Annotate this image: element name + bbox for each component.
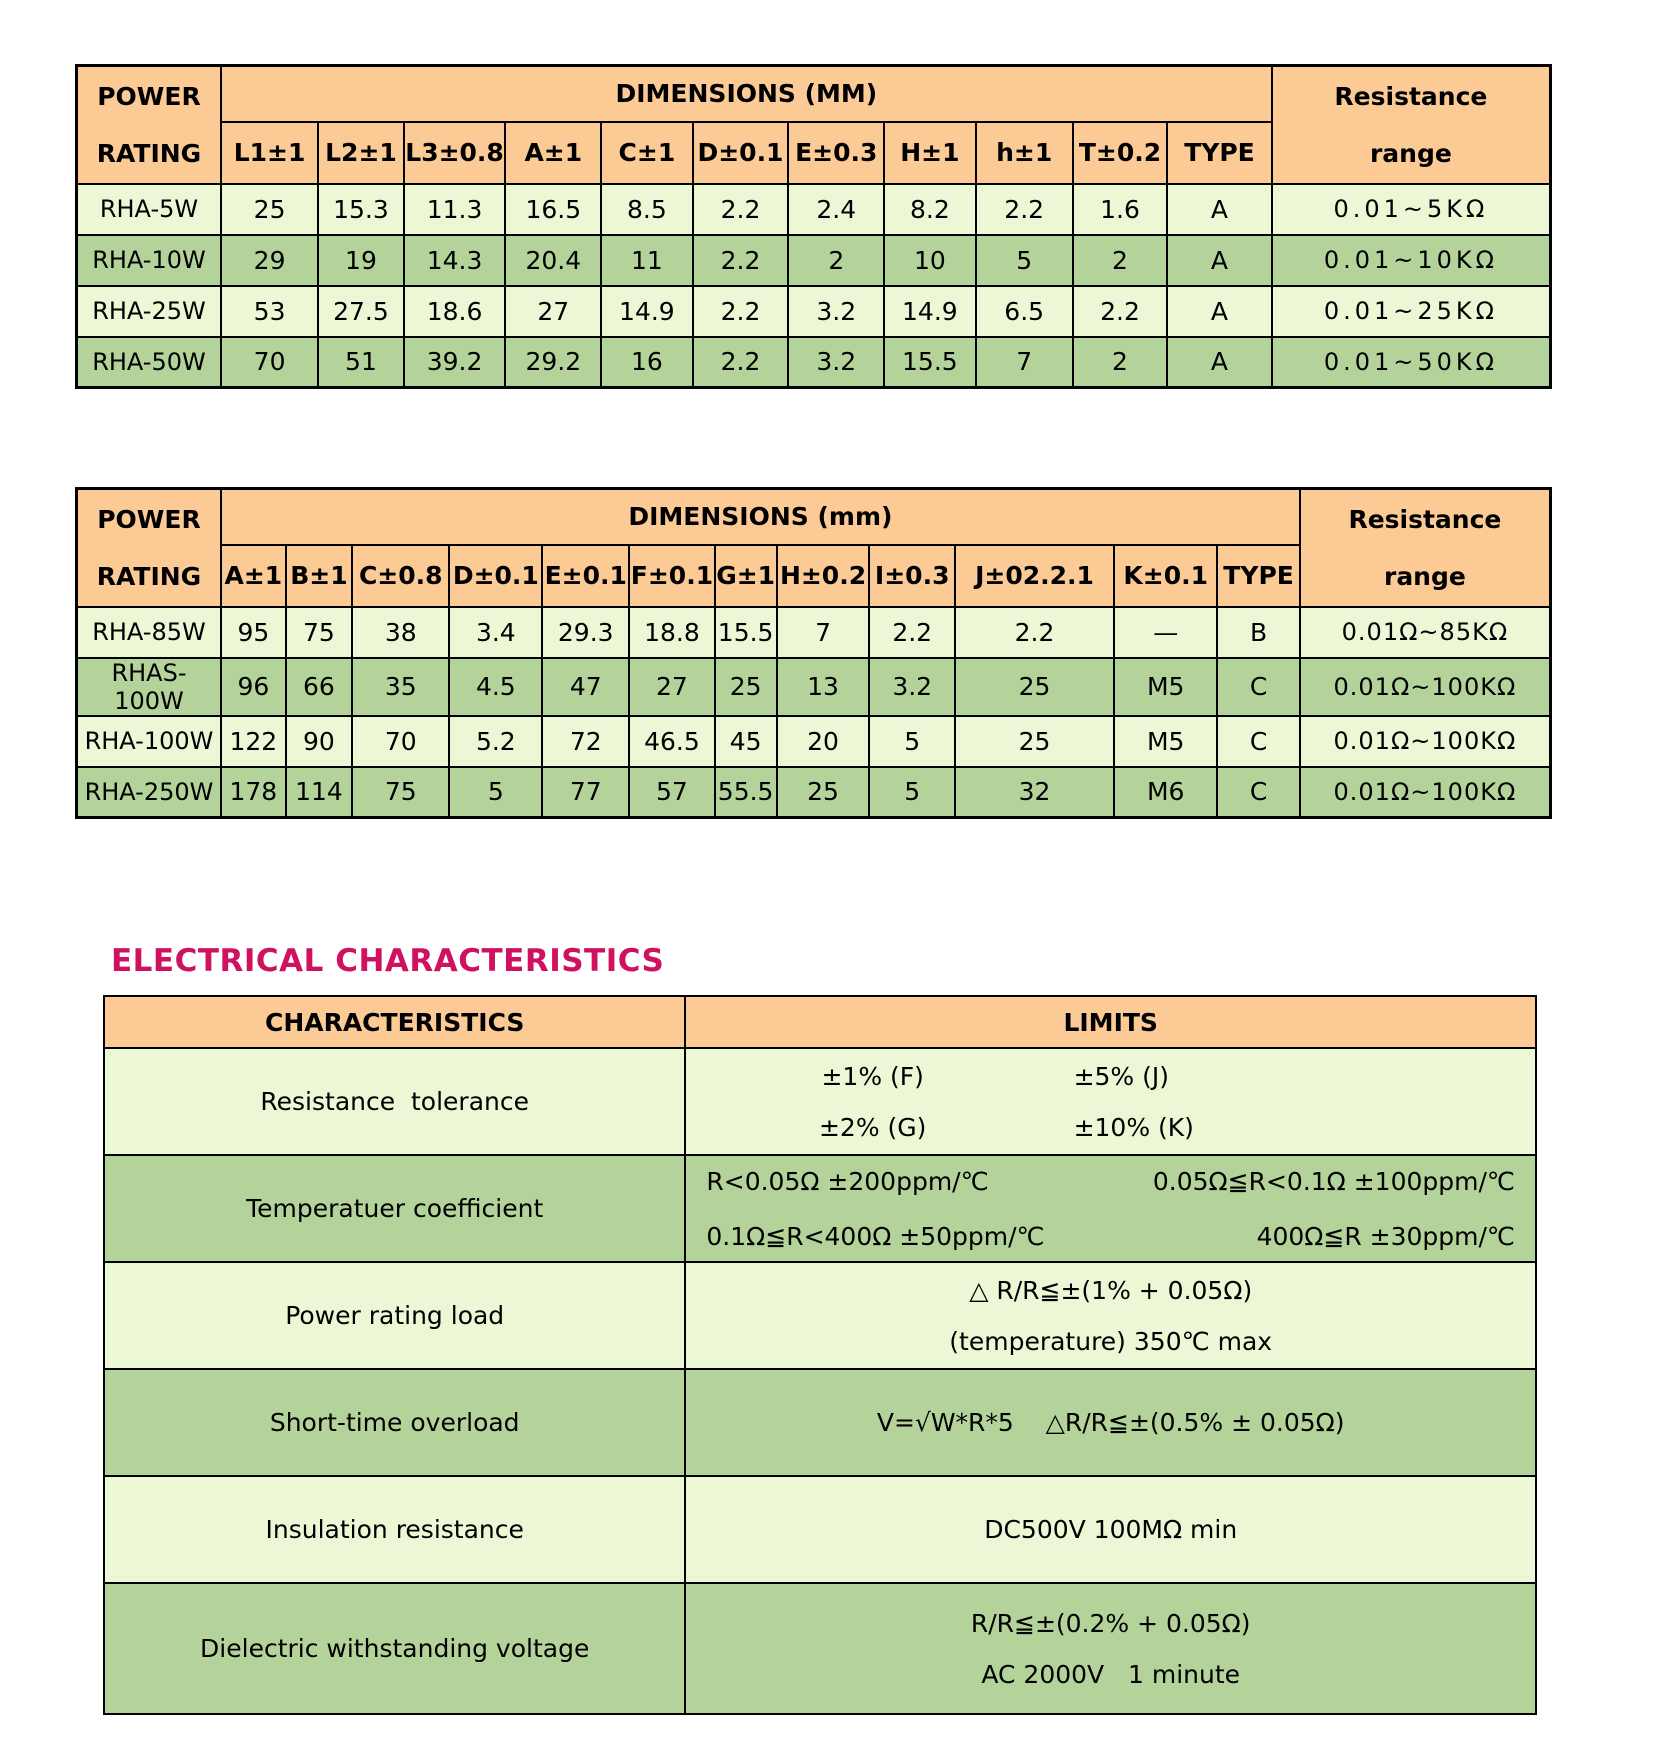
dim-cell: 25: [955, 658, 1114, 716]
dimensions-table-type-a: [75, 64, 1552, 389]
dim-cell: 2.2: [693, 235, 789, 286]
col-header: L2±1: [318, 122, 403, 184]
type-cell: A: [1167, 235, 1272, 286]
dim-cell: M6: [1114, 767, 1217, 818]
col-header: K±0.1: [1114, 545, 1217, 607]
table-row: [77, 607, 1551, 658]
dim-cell: 5: [869, 767, 954, 818]
table-row: [104, 1369, 1536, 1476]
table-row: [77, 286, 1551, 337]
dimensions-group-header: DIMENSIONS (MM): [221, 66, 1272, 122]
table-header-row: [104, 996, 1536, 1048]
limit-cell: [685, 1048, 1536, 1155]
limit-item: 0.05Ω≦R<0.1Ω ±100ppm/℃: [1152, 1166, 1515, 1196]
table-row: [77, 767, 1551, 818]
dim-cell: 90: [286, 716, 352, 767]
limit-item: AC 2000V 1 minute: [981, 1659, 1241, 1689]
power-rating-header: POWER RATING: [77, 489, 221, 607]
resistance-range-header: Resistance range: [1272, 66, 1551, 184]
dim-cell: 5.2: [449, 716, 542, 767]
col-header: A±1: [505, 122, 601, 184]
resistance-range-cell: 0.01~5KΩ: [1272, 184, 1551, 235]
dim-cell: M5: [1114, 658, 1217, 716]
limits-header: LIMITS: [685, 996, 1536, 1048]
dim-cell: 27: [505, 286, 601, 337]
dim-cell: 27: [629, 658, 714, 716]
col-header: B±1: [286, 545, 352, 607]
dim-cell: 15.5: [715, 607, 777, 658]
dim-cell: 2.2: [693, 337, 789, 388]
limit-item: R/R≦±(0.2% + 0.05Ω): [970, 1608, 1251, 1638]
characteristic-name: Power rating load: [104, 1262, 685, 1369]
col-header: E±0.3: [788, 122, 884, 184]
dim-cell: 5: [976, 235, 1073, 286]
dim-cell: 2.2: [1073, 286, 1167, 337]
limit-item: ±10% (K): [1073, 1112, 1194, 1142]
limit-item: V=√W*R*5 △R/R≦±(0.5% ± 0.05Ω): [876, 1408, 1345, 1437]
table-header-row: [77, 489, 1551, 545]
limit-item: △ R/R≦±(1% + 0.05Ω): [969, 1275, 1253, 1305]
type-cell: A: [1167, 337, 1272, 388]
dim-cell: 53: [221, 286, 318, 337]
col-header: F±0.1: [629, 545, 714, 607]
limit-cell: [685, 1155, 1536, 1262]
dim-cell: 1.6: [1073, 184, 1167, 235]
dim-cell: 5: [869, 716, 954, 767]
dim-cell: 10: [884, 235, 975, 286]
dim-cell: 18.6: [404, 286, 506, 337]
dim-cell: 27.5: [318, 286, 403, 337]
temp-coefficient-lines: [700, 1167, 1521, 1251]
col-header: C±0.8: [352, 545, 449, 607]
dim-cell: 4.5: [449, 658, 542, 716]
col-header: G±1: [715, 545, 777, 607]
dim-cell: 2.2: [955, 607, 1114, 658]
row-label: RHA-5W: [77, 184, 221, 235]
dim-cell: 16: [601, 337, 692, 388]
dim-cell: 47: [542, 658, 629, 716]
dim-cell: 19: [318, 235, 403, 286]
row-label: RHA-85W: [77, 607, 221, 658]
table-row: [104, 1048, 1536, 1155]
dimensions-group-header: DIMENSIONS (mm): [221, 489, 1300, 545]
row-label: RHA-50W: [77, 337, 221, 388]
dim-cell: 178: [221, 767, 286, 818]
type-cell: A: [1167, 184, 1272, 235]
dim-cell: 13: [777, 658, 870, 716]
table-row: [77, 184, 1551, 235]
col-header: L3±0.8: [404, 122, 506, 184]
electrical-table: [103, 995, 1537, 1715]
dim-cell: 3.4: [449, 607, 542, 658]
table-row: [104, 1476, 1536, 1583]
table-row: [104, 1262, 1536, 1369]
limit-item: R<0.05Ω ±200ppm/℃: [706, 1166, 989, 1196]
col-header: H±0.2: [777, 545, 870, 607]
col-header: H±1: [884, 122, 975, 184]
dim-cell: 2: [788, 235, 884, 286]
table-row: [77, 716, 1551, 767]
dim-cell: —: [1114, 607, 1217, 658]
dim-cell: 3.2: [788, 286, 884, 337]
dim-cell: 29.3: [542, 607, 629, 658]
dim-cell: 70: [352, 716, 449, 767]
dim-cell: 8.2: [884, 184, 975, 235]
dim-cell: 7: [976, 337, 1073, 388]
dim-cell: 2.2: [693, 286, 789, 337]
limit-item: DC500V 100MΩ min: [984, 1515, 1238, 1544]
characteristic-name: Resistance tolerance: [104, 1048, 685, 1155]
dim-cell: 8.5: [601, 184, 692, 235]
row-label: RHA-10W: [77, 235, 221, 286]
electrical-section: [103, 943, 1654, 1715]
dim-cell: 14.3: [404, 235, 506, 286]
dim-cell: 32: [955, 767, 1114, 818]
table-row: [77, 235, 1551, 286]
dim-cell: 2.2: [693, 184, 789, 235]
resistance-range-cell: 0.01Ω~100KΩ: [1300, 767, 1551, 818]
characteristic-name: Dielectric withstanding voltage: [104, 1583, 685, 1714]
dim-cell: 2.4: [788, 184, 884, 235]
limit-cell: [685, 1369, 1536, 1476]
col-header: D±0.1: [449, 545, 542, 607]
col-header: C±1: [601, 122, 692, 184]
dim-cell: 11: [601, 235, 692, 286]
power-rating-header: POWER RATING: [77, 66, 221, 184]
col-header: h±1: [976, 122, 1073, 184]
characteristics-header: CHARACTERISTICS: [104, 996, 685, 1048]
row-label: RHA-250W: [77, 767, 221, 818]
dim-cell: 20: [777, 716, 870, 767]
resistance-range-cell: 0.01~50KΩ: [1272, 337, 1551, 388]
resistance-range-cell: 0.01Ω~100KΩ: [1300, 658, 1551, 716]
dim-cell: 57: [629, 767, 714, 818]
dim-cell: 75: [286, 607, 352, 658]
dim-cell: 72: [542, 716, 629, 767]
limit-item: 400Ω≦R ±30ppm/℃: [1256, 1221, 1515, 1251]
col-header: A±1: [221, 545, 286, 607]
col-header: I±0.3: [869, 545, 954, 607]
col-header: D±0.1: [693, 122, 789, 184]
limit-item: ±1% (F): [821, 1061, 924, 1091]
dim-cell: 6.5: [976, 286, 1073, 337]
type-cell: B: [1217, 607, 1300, 658]
limit-item: (temperature) 350℃ max: [949, 1326, 1273, 1356]
dim-cell: 77: [542, 767, 629, 818]
dim-cell: 95: [221, 607, 286, 658]
dim-cell: 70: [221, 337, 318, 388]
dim-cell: 29: [221, 235, 318, 286]
table-row: [104, 1583, 1536, 1714]
dim-cell: 2.2: [976, 184, 1073, 235]
dim-cell: 39.2: [404, 337, 506, 388]
dimensions-table-type-bc: [75, 487, 1552, 819]
dim-cell: M5: [1114, 716, 1217, 767]
dim-cell: 55.5: [715, 767, 777, 818]
dim-cell: 15.3: [318, 184, 403, 235]
table-row: [77, 337, 1551, 388]
dim-cell: 38: [352, 607, 449, 658]
resistance-range-cell: 0.01~10KΩ: [1272, 235, 1551, 286]
dim-cell: 96: [221, 658, 286, 716]
dim-cell: 46.5: [629, 716, 714, 767]
col-header: T±0.2: [1073, 122, 1167, 184]
electrical-title: ELECTRICAL CHARACTERISTICS: [111, 943, 665, 979]
dim-cell: 2: [1073, 235, 1167, 286]
type-cell: C: [1217, 716, 1300, 767]
col-header: TYPE: [1167, 122, 1272, 184]
col-header: TYPE: [1217, 545, 1300, 607]
table-header-row: [77, 66, 1551, 122]
dim-cell: 7: [777, 607, 870, 658]
row-label: RHA-100W: [77, 716, 221, 767]
limit-cell: [685, 1262, 1536, 1369]
table-row: [77, 658, 1551, 716]
characteristic-name: Insulation resistance: [104, 1476, 685, 1583]
limit-cell: [685, 1476, 1536, 1583]
limit-cell: [685, 1583, 1536, 1714]
dim-cell: 25: [955, 716, 1114, 767]
dim-cell: 114: [286, 767, 352, 818]
characteristic-name: Temperatuer coefficient: [104, 1155, 685, 1262]
dim-cell: 2: [1073, 337, 1167, 388]
resistance-range-cell: 0.01Ω~85KΩ: [1300, 607, 1551, 658]
dim-cell: 45: [715, 716, 777, 767]
limit-item: 0.1Ω≦R<400Ω ±50ppm/℃: [706, 1221, 1045, 1251]
type-cell: C: [1217, 658, 1300, 716]
limit-item: ±2% (G): [818, 1112, 927, 1142]
dim-cell: 2.2: [869, 607, 954, 658]
dim-cell: 25: [715, 658, 777, 716]
dim-cell: 15.5: [884, 337, 975, 388]
dim-cell: 122: [221, 716, 286, 767]
dim-cell: 20.4: [505, 235, 601, 286]
dim-cell: 14.9: [884, 286, 975, 337]
table-row: [104, 1155, 1536, 1262]
resistance-range-header: Resistance range: [1300, 489, 1551, 607]
dim-cell: 25: [777, 767, 870, 818]
dim-cell: 18.8: [629, 607, 714, 658]
dim-cell: 3.2: [788, 337, 884, 388]
tolerance-grid: [700, 1062, 1521, 1142]
col-header: E±0.1: [542, 545, 629, 607]
type-cell: A: [1167, 286, 1272, 337]
dim-cell: 75: [352, 767, 449, 818]
limit-item: ±5% (J): [1073, 1061, 1170, 1091]
dim-cell: 14.9: [601, 286, 692, 337]
dim-cell: 16.5: [505, 184, 601, 235]
col-header: J±02.2.1: [955, 545, 1114, 607]
dim-cell: 3.2: [869, 658, 954, 716]
type-cell: C: [1217, 767, 1300, 818]
row-label: RHAS-100W: [77, 658, 221, 716]
dim-cell: 29.2: [505, 337, 601, 388]
dim-cell: 25: [221, 184, 318, 235]
resistance-range-cell: 0.01~25KΩ: [1272, 286, 1551, 337]
characteristic-name: Short-time overload: [104, 1369, 685, 1476]
dim-cell: 66: [286, 658, 352, 716]
dim-cell: 35: [352, 658, 449, 716]
resistance-range-cell: 0.01Ω~100KΩ: [1300, 716, 1551, 767]
dim-cell: 51: [318, 337, 403, 388]
dim-cell: 5: [449, 767, 542, 818]
dim-cell: 11.3: [404, 184, 506, 235]
col-header: L1±1: [221, 122, 318, 184]
row-label: RHA-25W: [77, 286, 221, 337]
